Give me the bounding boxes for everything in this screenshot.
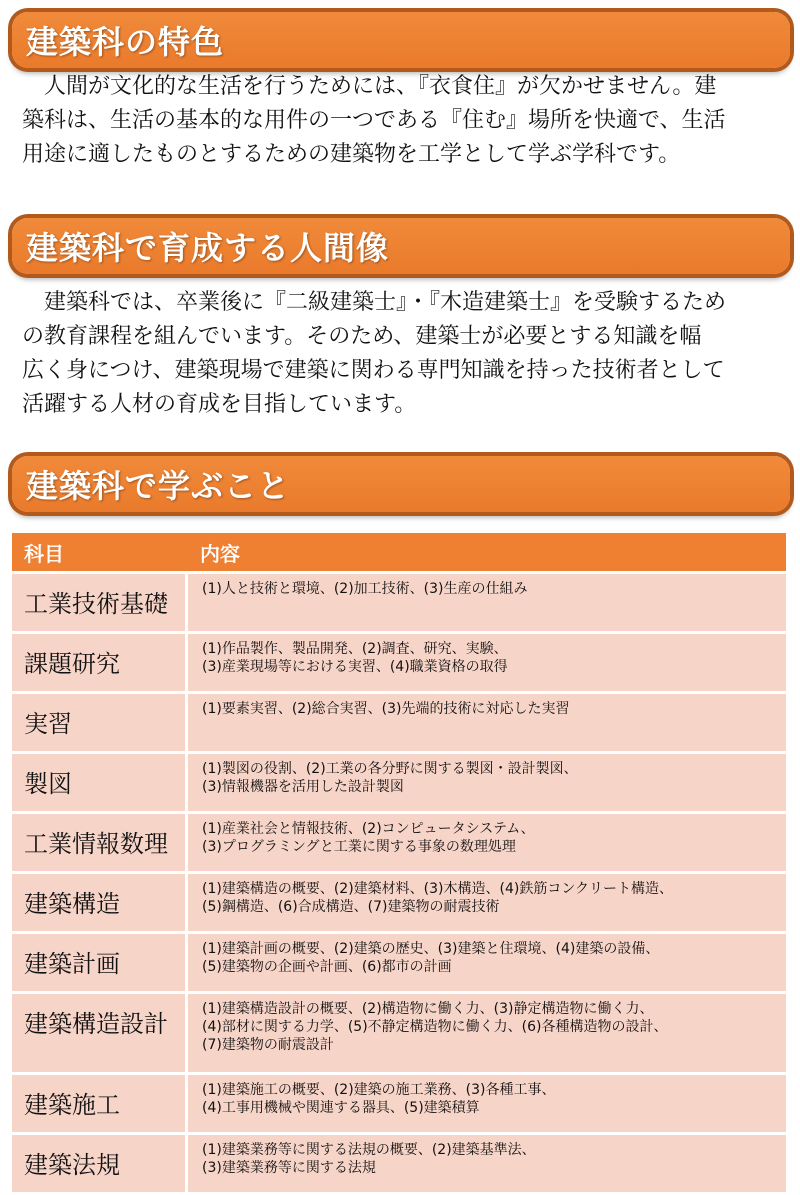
table-row bbox=[12, 934, 786, 991]
ideal-person-paragraph: 建築科では、卒業後に『二級建築士』・『木造建築士』を受験するため の教育課程を組んでいます。そのため、建築士が必要とする知識を幅 広く身につけ、建築現場で建築に関わる専門知識を持った技術者として 活躍する人材の育成を目指しています。 bbox=[22, 290, 727, 417]
subject-cell: 工業技術基礎 bbox=[12, 574, 188, 631]
table-row bbox=[12, 574, 786, 631]
table-row bbox=[12, 634, 786, 691]
section-title-features: 建築科の特色 bbox=[26, 23, 225, 61]
subject-cell: 建築施工 bbox=[12, 1075, 188, 1132]
section-title-learning: 建築科で学ぶこと bbox=[26, 467, 291, 505]
subject-cell: 工業情報数理 bbox=[12, 814, 188, 871]
subject-cell: 建築構造設計 bbox=[12, 994, 188, 1072]
subject-cell: 実習 bbox=[12, 694, 188, 751]
content-cell: (1)建築施工の概要、(2)建築の施工業務、(3)各種工事、 (4)工事用機械や関連する器具、(5)建築積算 bbox=[188, 1075, 786, 1132]
content-cell: (1)建築構造設計の概要、(2)構造物に働く力、(3)静定構造物に働く力、 (4)部材に関する力学、(5)不静定構造物に働く力、(6)各種構造物の設計、 (7)建築物の耐震設計 bbox=[188, 994, 786, 1072]
content-cell: (1)建築計画の概要、(2)建築の歴史、(3)建築と住環境、(4)建築の設備、 (5)建築物の企画や計画、(6)都市の計画 bbox=[188, 934, 786, 991]
content-cell: (1)建築業務等に関する法規の概要、(2)建築基準法、 (3)建築業務等に関する法規 bbox=[188, 1135, 786, 1192]
content-cell: (1)建築構造の概要、(2)建築材料、(3)木構造、(4)鉄筋コンクリート構造、 (5)鋼構造、(6)合成構造、(7)建築物の耐震技術 bbox=[188, 874, 786, 931]
section-header-ideal-person bbox=[12, 218, 790, 274]
table-row bbox=[12, 1075, 786, 1132]
content-cell: (1)産業社会と情報技術、(2)コンピュータシステム、 (3)プログラミングと工業に関する事象の数理処理 bbox=[188, 814, 786, 871]
table-row bbox=[12, 694, 786, 751]
subject-cell: 建築法規 bbox=[12, 1135, 188, 1192]
content-cell: (1)作品製作、製品開発、(2)調査、研究、実験、 (3)産業現場等における実習、(4)職業資格の取得 bbox=[188, 634, 786, 691]
features-paragraph: 人間が文化的な生活を行うためには、『衣食住』が欠かせません。建 築科は、生活の基本的な用件の一つである『住む』場所を快適で、生活 用途に適したものとするための建築物を工学として学ぶ学科です。 bbox=[22, 74, 726, 167]
subject-cell: 建築構造 bbox=[12, 874, 188, 931]
header-content: 内容 bbox=[188, 533, 786, 571]
header-subject: 科目 bbox=[12, 533, 188, 571]
table-row bbox=[12, 874, 786, 931]
subject-cell: 建築計画 bbox=[12, 934, 188, 991]
section-title-ideal-person: 建築科で育成する人間像 bbox=[26, 229, 390, 267]
content-cell: (1)要素実習、(2)総合実習、(3)先端的技術に対応した実習 bbox=[188, 694, 786, 751]
section-header-learning bbox=[12, 456, 790, 512]
subject-cell: 課題研究 bbox=[12, 634, 188, 691]
section-header-features bbox=[12, 12, 790, 68]
content-cell: (1)人と技術と環境、(2)加工技術、(3)生産の仕組み bbox=[188, 574, 786, 631]
table-row bbox=[12, 754, 786, 811]
table-row bbox=[12, 1135, 786, 1192]
table-row bbox=[12, 814, 786, 871]
content-cell: (1)製図の役割、(2)工業の各分野に関する製図・設計製図、 (3)情報機器を活用した設計製図 bbox=[188, 754, 786, 811]
table-row bbox=[12, 994, 786, 1072]
table-header-row bbox=[12, 533, 786, 571]
curriculum-table bbox=[12, 530, 786, 1195]
subject-cell: 製図 bbox=[12, 754, 188, 811]
